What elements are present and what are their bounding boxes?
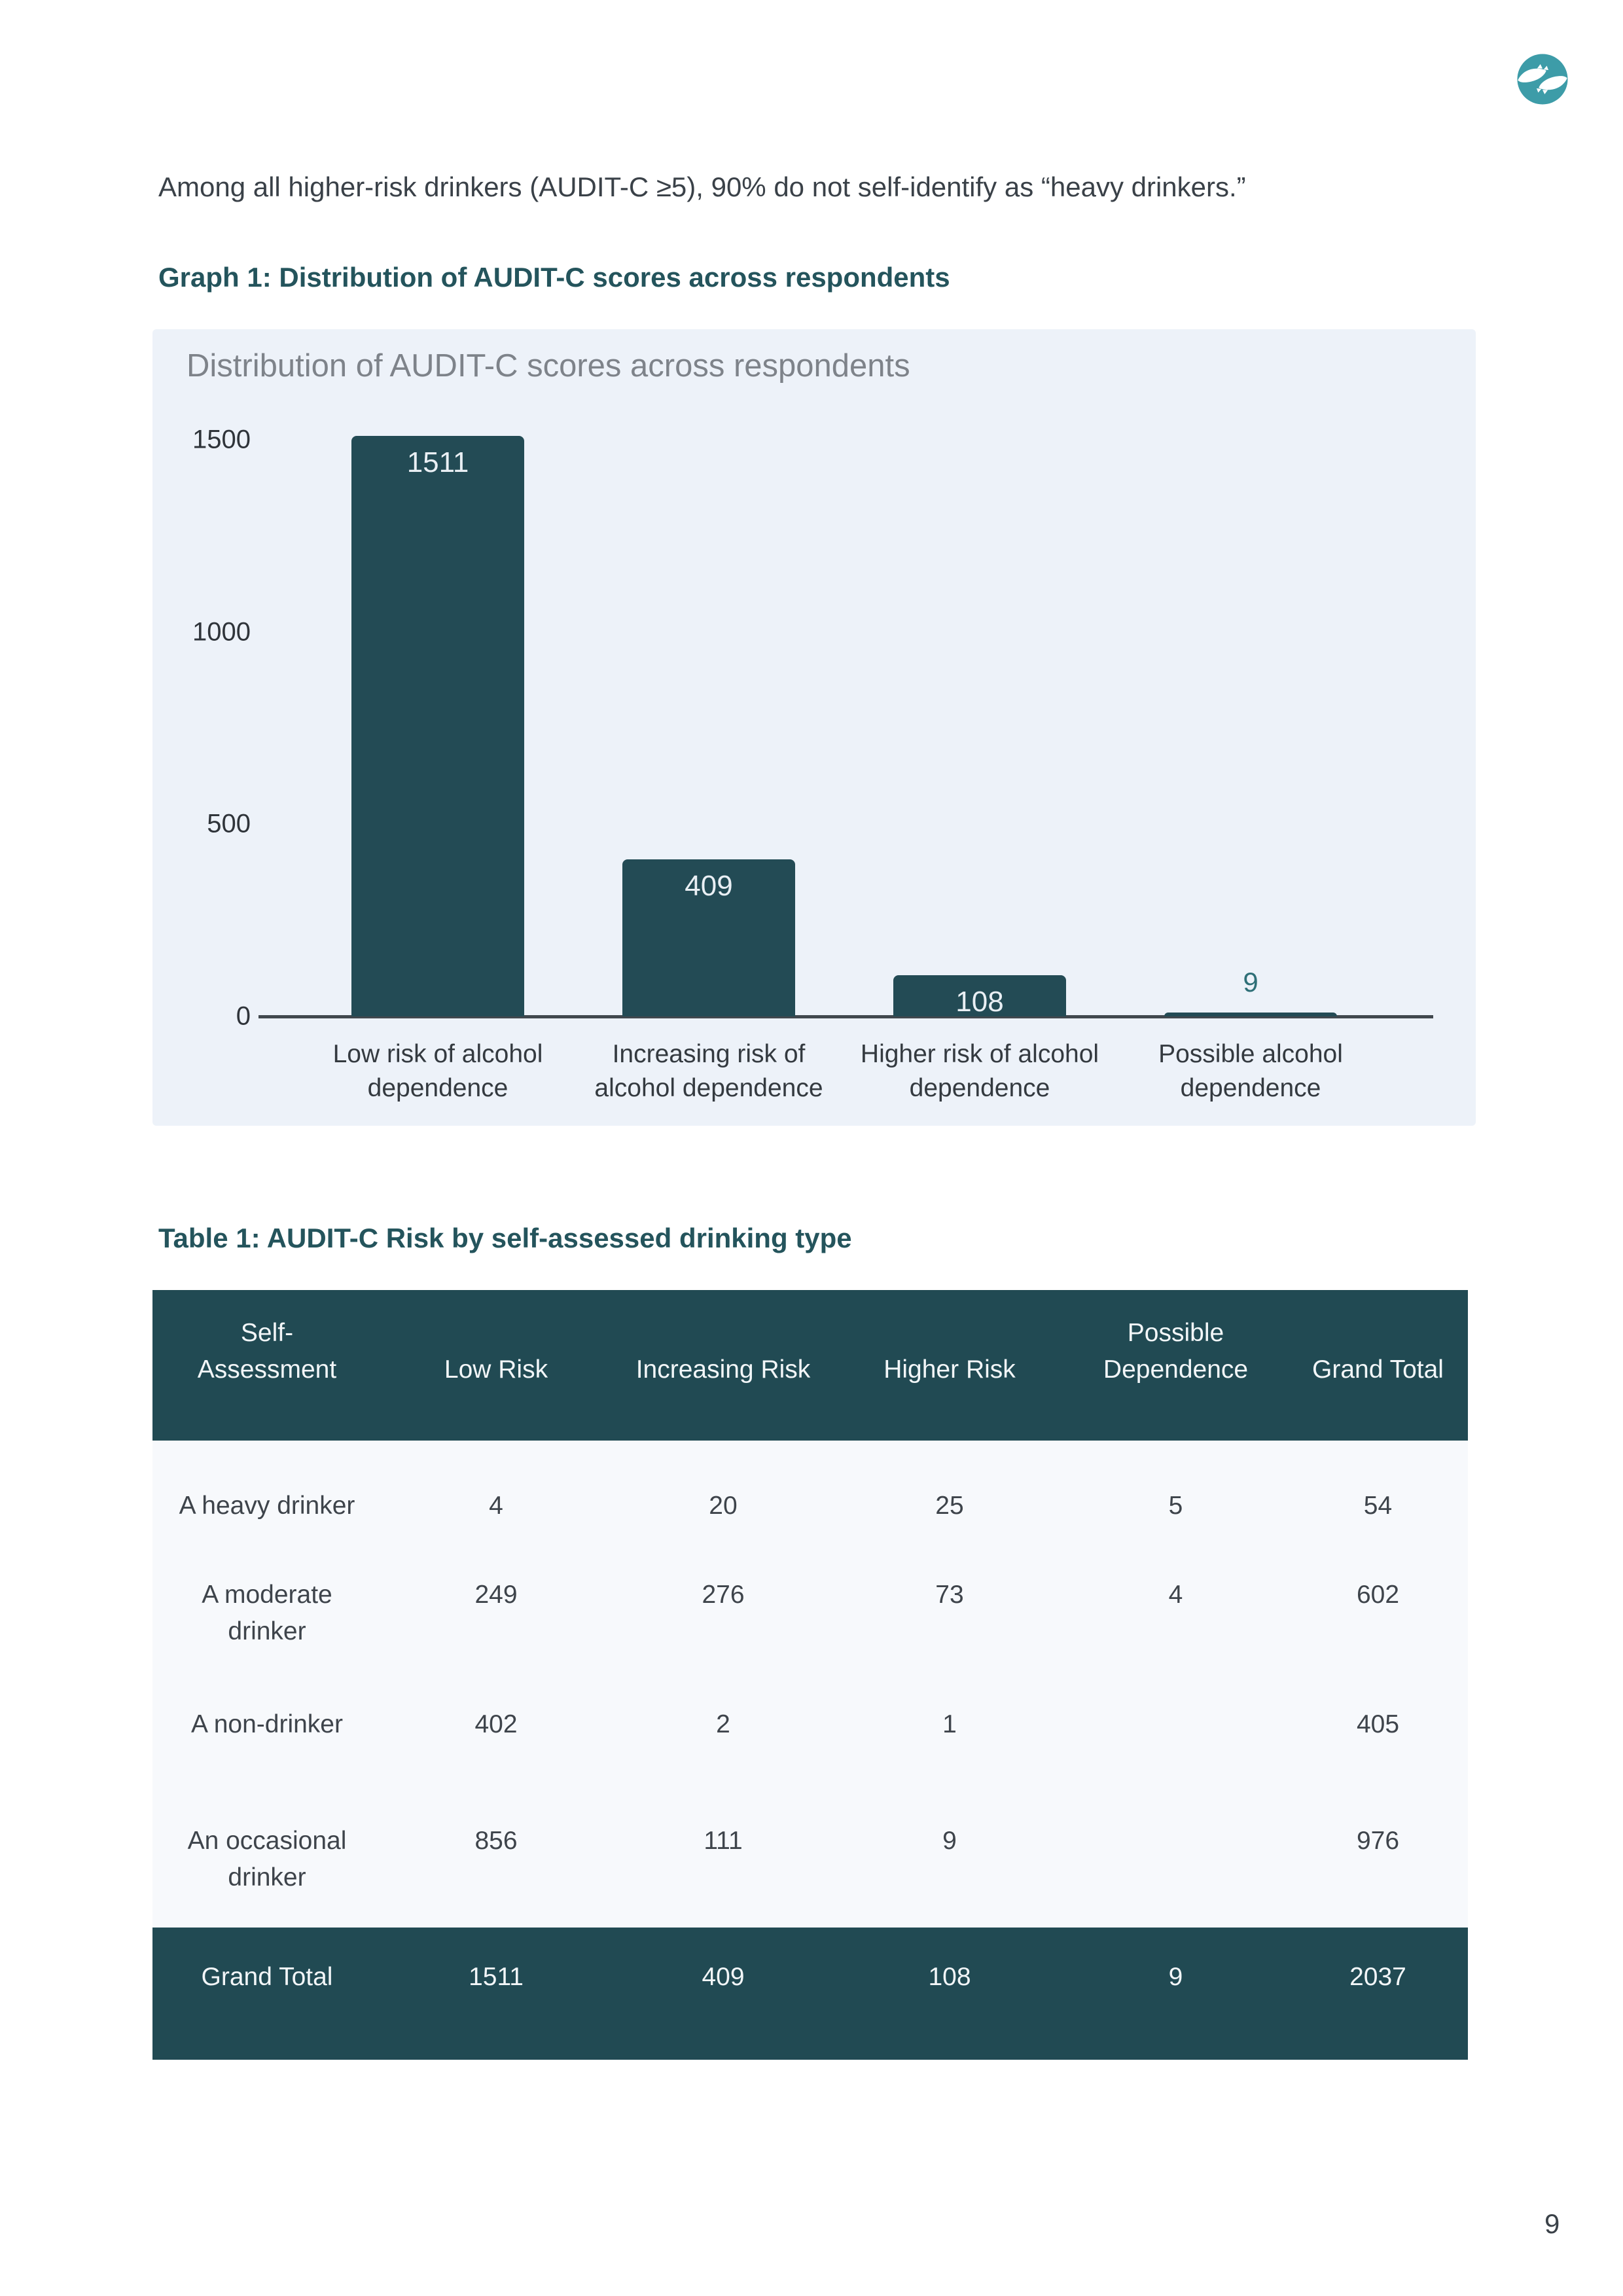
- bar-2: [893, 975, 1066, 1016]
- x-axis-category-label: Increasing risk of alcohol dependence: [594, 1040, 823, 1102]
- cell-value: 409: [702, 1963, 745, 1991]
- cell-value: 108: [928, 1963, 971, 1991]
- header-cell-low-risk: [382, 1290, 611, 1441]
- brand-logo: [1516, 52, 1569, 106]
- cell-value: 4: [489, 1492, 503, 1520]
- y-axis-tick: 1000: [192, 617, 251, 647]
- table-row-moderate-drinker: [152, 1552, 1468, 1676]
- row-label: A heavy drinker: [179, 1492, 355, 1520]
- cell-value: 73: [935, 1581, 964, 1609]
- cell-value: 976: [1356, 1827, 1400, 1855]
- hands-circle-icon: [1516, 52, 1569, 106]
- chart-plot: [152, 329, 1476, 1126]
- table-header-row: [152, 1290, 1468, 1441]
- header-line: Higher Risk: [883, 1355, 1016, 1384]
- intro-text: Among all higher-risk drinkers (AUDIT-C ≥5), 90% do not self-identify as “heavy drinkers.”: [158, 171, 1246, 202]
- cell-value: 20: [709, 1492, 738, 1520]
- risk-table: [152, 1290, 1468, 2060]
- cell-value: 1: [942, 1710, 957, 1738]
- cell-value: 2037: [1349, 1963, 1406, 1991]
- cell-value: 2: [716, 1710, 730, 1738]
- y-axis-tick: 500: [207, 809, 251, 838]
- bar-3: [1164, 1013, 1337, 1016]
- header-cell-higher-risk: [836, 1290, 1063, 1441]
- cell-value: 405: [1356, 1710, 1400, 1738]
- bar-value-label: 409: [685, 870, 733, 902]
- header-line: Low Risk: [444, 1355, 548, 1384]
- table-row-occasional-drinker: [152, 1794, 1468, 1928]
- bar-value-label: 108: [955, 986, 1004, 1018]
- bar-value-label: 9: [1243, 967, 1258, 997]
- cell-value: 54: [1363, 1492, 1393, 1520]
- chart-title: Distribution of AUDIT-C scores across respondents: [187, 348, 910, 384]
- header-line: Increasing Risk: [635, 1355, 811, 1384]
- cell-value: 249: [474, 1581, 518, 1609]
- row-label: Grand Total: [201, 1963, 333, 1991]
- header-cell-grand-total: [1288, 1290, 1468, 1441]
- y-axis-tick: 0: [236, 1001, 251, 1031]
- row-label: A moderate drinker: [202, 1581, 332, 1645]
- cell-value: 602: [1356, 1581, 1400, 1609]
- header-line: [611, 1315, 836, 1352]
- header-line: Grand Total: [1312, 1355, 1444, 1384]
- row-label: An occasional drinker: [187, 1827, 347, 1892]
- x-axis-category-label: Low risk of alcohol dependence: [332, 1040, 543, 1102]
- cell-value: 4: [1168, 1581, 1183, 1609]
- table-row-heavy-drinker: [152, 1441, 1468, 1552]
- cell-value: 276: [702, 1581, 745, 1609]
- x-axis-category-label: Higher risk of alcohol dependence: [860, 1040, 1099, 1102]
- header-cell-self-assessment: [152, 1290, 382, 1441]
- cell-value: 111: [704, 1827, 743, 1855]
- table-row-non-drinker: [152, 1676, 1468, 1794]
- cell-value: 5: [1168, 1492, 1183, 1520]
- row-label: A non-drinker: [191, 1710, 343, 1738]
- header-line: [836, 1315, 1063, 1352]
- cell-value: 856: [474, 1827, 518, 1855]
- table-grand-total-row: [152, 1928, 1468, 2060]
- chart-panel: [152, 329, 1476, 1126]
- bar-value-label: 1511: [406, 446, 469, 478]
- header-line: [1288, 1315, 1468, 1352]
- cell-value: 1511: [469, 1963, 524, 1991]
- header-line: Self-: [240, 1319, 294, 1347]
- cell-value: 9: [1168, 1963, 1183, 1991]
- bar-0: [351, 436, 524, 1016]
- x-axis-category-label: Possible alcohol dependence: [1158, 1040, 1343, 1102]
- header-line: Assessment: [197, 1355, 337, 1384]
- header-line: Dependence: [1103, 1355, 1249, 1384]
- cell-value: 25: [935, 1492, 964, 1520]
- header-cell-increasing-risk: [611, 1290, 836, 1441]
- header-line: [382, 1315, 611, 1352]
- header-line: Possible: [1127, 1319, 1224, 1347]
- table-heading: Table 1: AUDIT-C Risk by self-assessed drinking type: [158, 1223, 852, 1253]
- header-cell-possible-dependence: [1063, 1290, 1288, 1441]
- bar-1: [622, 859, 795, 1016]
- y-axis-tick: 1500: [192, 425, 251, 454]
- cell-value: 402: [474, 1710, 518, 1738]
- page-number: 9: [1544, 2208, 1560, 2239]
- cell-value: 9: [942, 1827, 957, 1855]
- graph-heading: Graph 1: Distribution of AUDIT-C scores across respondents: [158, 262, 950, 293]
